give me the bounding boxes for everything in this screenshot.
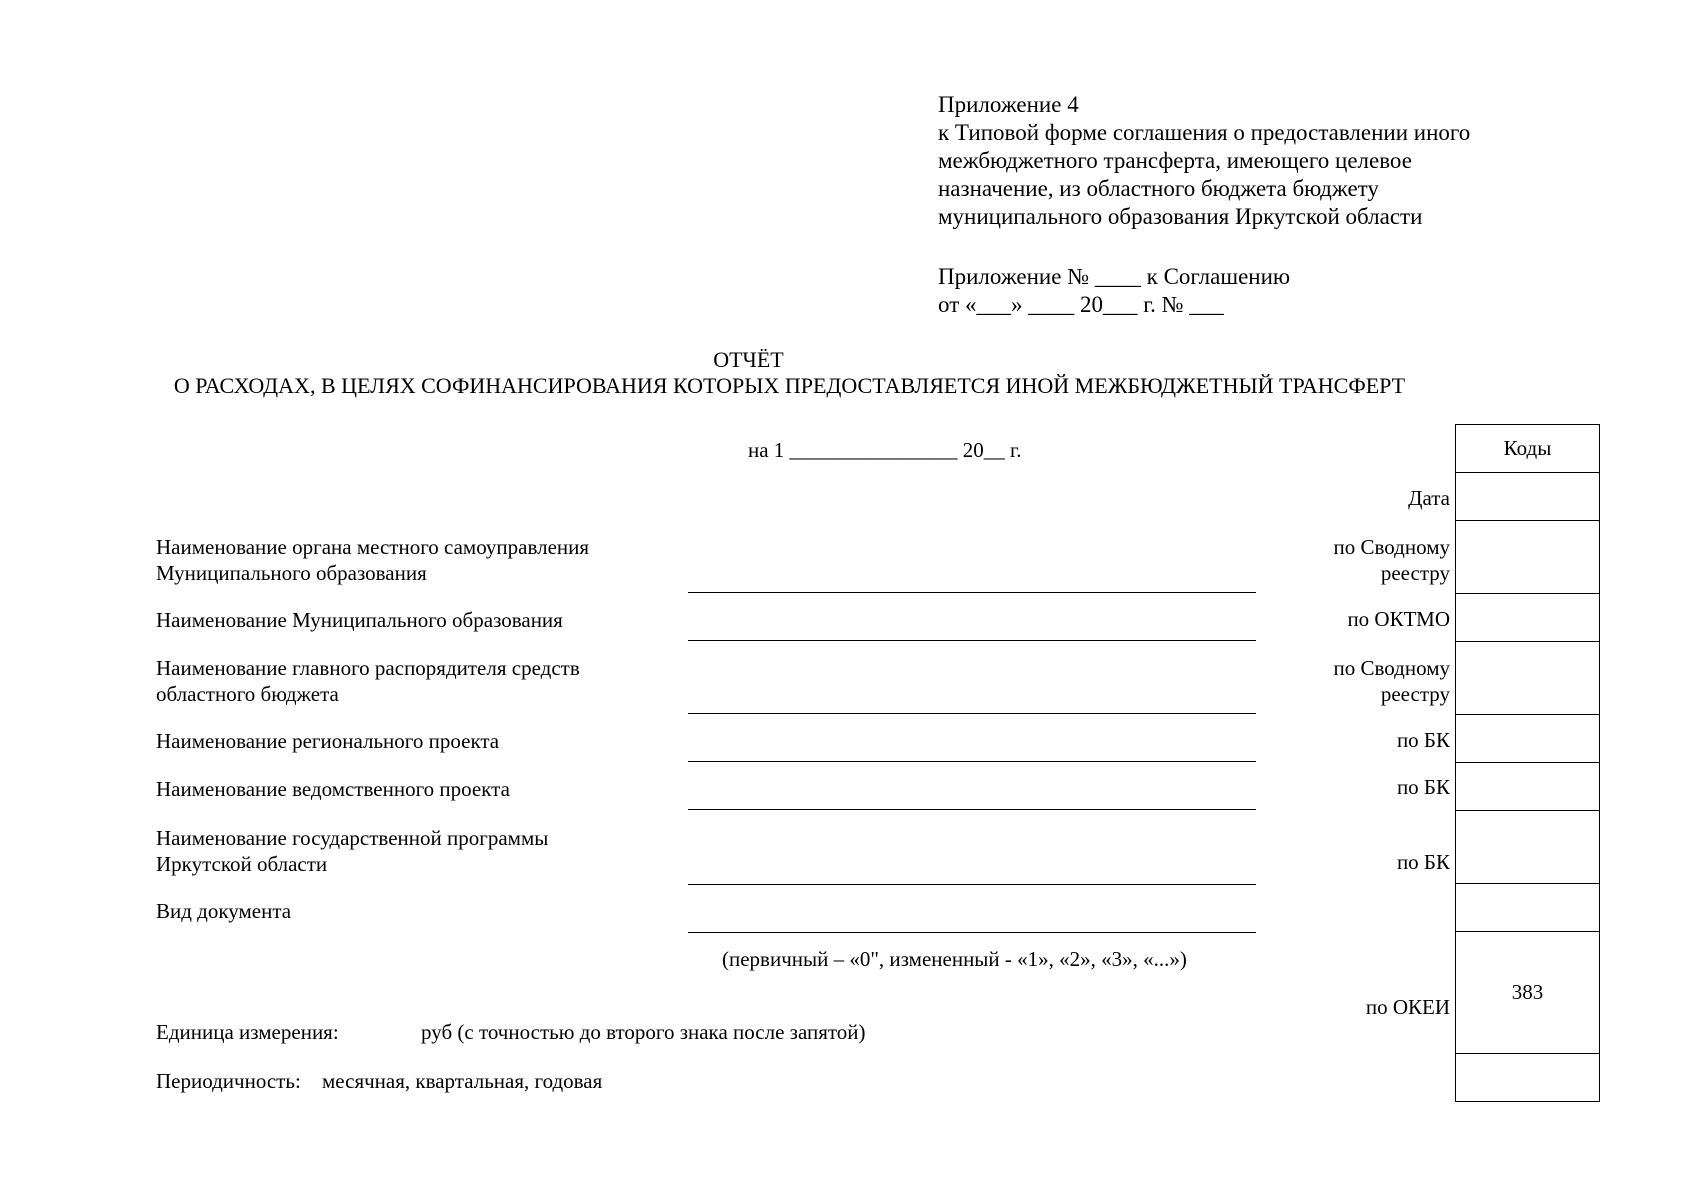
code-label-consolidated-registry-2: по Сводному реестру — [1333, 656, 1450, 706]
code-label-bk-2: по БК — [1396, 775, 1450, 799]
code-label-bk-1: по БК — [1396, 728, 1450, 752]
code-cell-document-type[interactable] — [1456, 884, 1599, 932]
appendix-line-4: назначение, из областного бюджета бюджету — [938, 176, 1379, 201]
appendix-line-5: муниципального образования Иркутской области — [938, 204, 1423, 229]
periodicity-value: месячная, квартальная, годовая — [322, 1069, 603, 1093]
codes-table — [1455, 424, 1600, 1102]
field-line-document-type[interactable] — [688, 932, 1256, 933]
field-label-document-type: Вид документа — [156, 899, 292, 923]
field-line-regional-project[interactable] — [688, 761, 1256, 762]
code-cell-okei[interactable]: 383 — [1456, 932, 1599, 1054]
code-cell-periodicity[interactable] — [1456, 1054, 1599, 1101]
code-cell-date[interactable] — [1456, 473, 1599, 521]
field-line-main-manager[interactable] — [688, 713, 1256, 714]
field-label-regional-project: Наименование регионального проекта — [156, 729, 500, 753]
field-label-local-government: Наименование органа местного самоуправления Муниципального образования — [156, 535, 590, 585]
unit-value: руб (с точностью до второго знака после запятой) — [421, 1020, 866, 1044]
field-label-state-program: Наименование государственной программы Иркутской области — [156, 826, 549, 876]
report-subtitle: О РАСХОДАХ, В ЦЕЛЯХ СОФИНАНСИРОВАНИЯ КОТОРЫХ ПРЕДОСТАВЛЯЕТСЯ ИНОЙ МЕЖБЮДЖЕТНЫЙ ТРАНСФЕРТ — [173, 373, 1406, 398]
code-cell-consolidated-registry-1[interactable] — [1456, 521, 1599, 594]
code-label-oktmo: по ОКТМО — [1347, 607, 1450, 631]
code-cell-consolidated-registry-2[interactable] — [1456, 642, 1599, 715]
code-label-date: Дата — [1408, 486, 1450, 510]
document-type-hint: (первичный – «0", измененный - «1», «2», «3», «...») — [722, 947, 1187, 971]
appendix-line-2: к Типовой форме соглашения о предоставлении иного — [938, 120, 1471, 145]
code-cell-bk-2[interactable] — [1456, 763, 1599, 811]
field-line-municipality[interactable] — [688, 640, 1256, 641]
agreement-line-1: Приложение № ____ к Соглашению — [938, 264, 1291, 289]
field-line-local-government[interactable] — [688, 592, 1256, 593]
code-label-bk-3: по БК — [1396, 850, 1450, 874]
field-label-main-manager: Наименование главного распорядителя средств областного бюджета — [156, 656, 580, 706]
agreement-line-2: от «___» ____ 20___ г. № ___ — [938, 292, 1224, 317]
code-cell-bk-3[interactable] — [1456, 811, 1599, 884]
field-line-state-program[interactable] — [688, 884, 1256, 885]
appendix-line-1: Приложение 4 — [938, 92, 1079, 117]
field-line-departmental-project[interactable] — [688, 809, 1256, 810]
unit-label: Единица измерения: — [156, 1020, 339, 1044]
agreement-reference — [938, 263, 1290, 319]
periodicity-label: Периодичность: — [156, 1069, 301, 1093]
code-cell-bk-1[interactable] — [1456, 715, 1599, 763]
field-label-municipality: Наименование Муниципального образования — [156, 608, 563, 632]
field-label-departmental-project: Наименование ведомственного проекта — [156, 777, 510, 801]
appendix-line-3: межбюджетного трансферта, имеющего целевое — [938, 148, 1412, 173]
report-date-line[interactable]: на 1 ________________ 20__ г. — [748, 438, 1022, 462]
code-cell-oktmo[interactable] — [1456, 594, 1599, 642]
code-label-consolidated-registry-1: по Сводному реестру — [1333, 535, 1450, 585]
code-label-okei: по ОКЕИ — [1365, 995, 1450, 1019]
codes-header: Коды — [1456, 425, 1599, 473]
report-title: ОТЧЁТ — [713, 347, 784, 372]
appendix-header — [938, 91, 1470, 231]
